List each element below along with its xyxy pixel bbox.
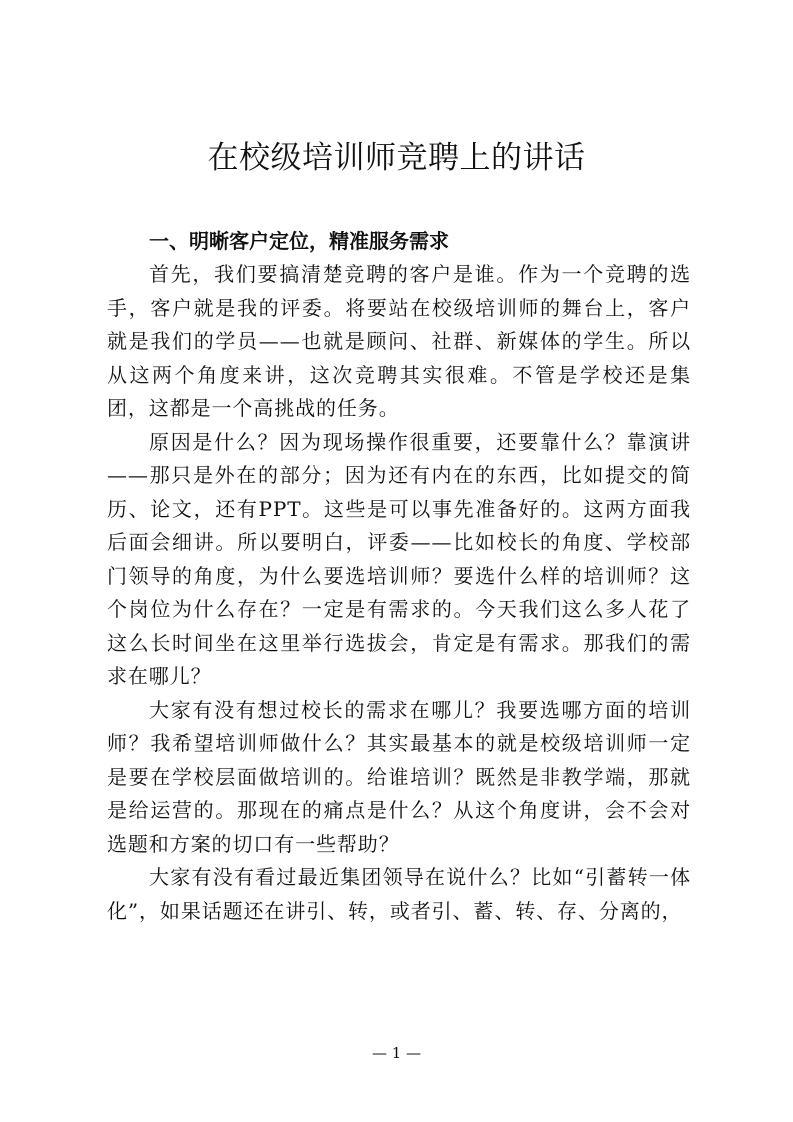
paragraph: 原因是什么？因为现场操作很重要，还要靠什么？靠演讲——那只是外在的部分；因为还有内在的东西，比如提交的简历、论文，还有PPT。这些是可以事先准备好的。这两方面我后面会细讲。所以要明白，评委——比如校长的角度、学校部门领导的角度，为什么要选培训师？要选什么样的培训师？这个岗位为什么存在？一定是有需求的。今天我们这么多人花了这么长时间坐在这里举行选拔会，肯定是有需求。那我们的需求在哪儿？ bbox=[107, 429, 691, 688]
document-title: 在校级培训师竞聘上的讲话 bbox=[207, 140, 586, 176]
page-number: — 1 — bbox=[371, 1044, 422, 1062]
paragraph: 大家有没有想过校长的需求在哪儿？我要选哪方面的培训师？我希望培训师做什么？其实最基本的就是校级培训师一定是要在学校层面做培训的。给谁培训？既然是非教学端，那就是给运营的。那现在的痛点是什么？从这个角度讲，会不会对选题和方案的切口有一些帮助？ bbox=[107, 697, 691, 856]
section-heading: 一、明晰客户定位，精准服务需求 bbox=[149, 229, 449, 253]
paragraph: 大家有没有看过最近集团领导在说什么？比如“引蓄转一体化”，如果话题还在讲引、转，或者引、蓄、转、存、分离的， bbox=[107, 865, 691, 923]
paragraph: 首先，我们要搞清楚竞聘的客户是谁。作为一个竞聘的选手，客户就是我的评委。将要站在校级培训师的舞台上，客户就是我们的学员——也就是顾问、社群、新媒体的学生。所以从这两个角度来讲，这次竞聘其实很难。不管是学校还是集团，这都是一个高挑战的任务。 bbox=[107, 262, 691, 420]
document-body bbox=[107, 225, 691, 928]
